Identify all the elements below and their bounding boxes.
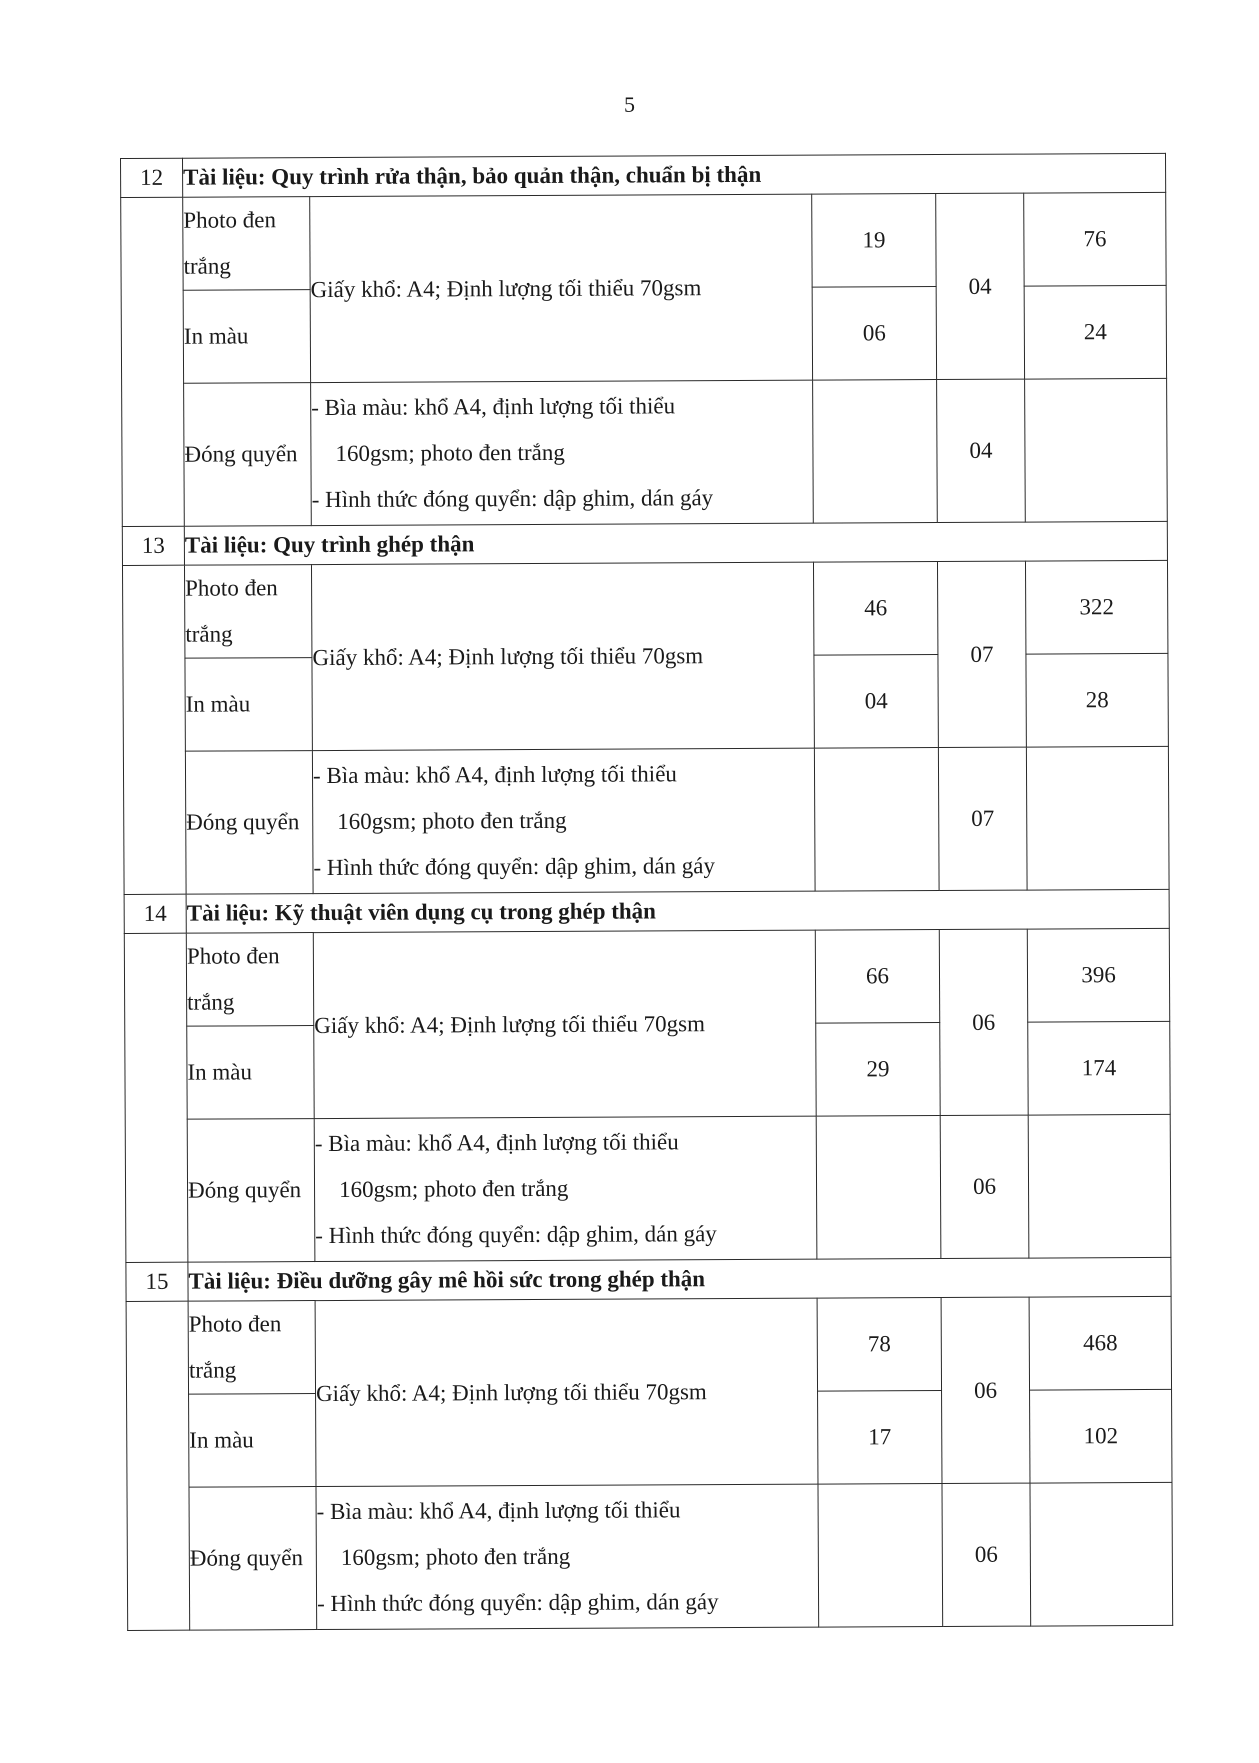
section-title-prefix: Tài liệu:	[188, 1268, 271, 1294]
binding-copies: 07	[938, 747, 1027, 890]
binding-spec	[312, 748, 815, 893]
color-pages: 29	[816, 1023, 940, 1117]
binding-total-empty	[1030, 1482, 1173, 1626]
bw-total: 396	[1027, 928, 1170, 1022]
binding-pages-empty	[814, 748, 939, 892]
section-title-row	[124, 889, 1169, 933]
binding-spec-line-1: - Bìa màu: khổ A4, định lượng tối thiểu	[316, 1497, 681, 1525]
section-title-text: Quy trình ghép thận	[273, 531, 475, 558]
section-title-text: Quy trình rửa thận, bảo quản thận, chuẩn bị thận	[271, 161, 762, 190]
copies-count: 06	[941, 1297, 1030, 1483]
color-print-label: In màu	[185, 658, 312, 752]
binding-row	[123, 746, 1169, 894]
color-total: 28	[1026, 653, 1169, 747]
binding-spec-line-1: - Bìa màu: khổ A4, định lượng tối thiểu	[314, 1129, 679, 1157]
binding-total-empty	[1025, 378, 1168, 522]
bw-total: 76	[1024, 192, 1167, 286]
binding-spec-line-3: - Hình thức đóng quyển: dập ghim, dán gáy	[317, 1589, 719, 1617]
binding-pages-empty	[816, 1116, 941, 1260]
photo-bw-label: Photo đen trắng	[188, 1301, 315, 1395]
color-total: 24	[1024, 285, 1167, 379]
binding-label: Đóng quyển	[185, 751, 313, 895]
color-pages: 17	[818, 1391, 942, 1485]
section-number: 12	[121, 158, 183, 197]
copies-count: 06	[939, 929, 1028, 1115]
binding-spec-line-3: - Hình thức đóng quyển: dập ghim, dán gáy	[311, 485, 714, 513]
binding-total-empty	[1028, 1114, 1171, 1258]
section-number: 13	[122, 526, 184, 565]
section-number-spacer	[121, 197, 185, 526]
photo-bw-row	[122, 560, 1168, 658]
binding-spec-line-3: - Hình thức đóng quyển: dập ghim, dán gáy	[315, 1221, 717, 1249]
section-title	[188, 1257, 1171, 1301]
section-title-row	[121, 153, 1166, 197]
binding-spec	[314, 1116, 817, 1261]
section-title-text: Kỹ thuật viên dụng cụ trong ghép thận	[274, 898, 657, 926]
binding-spec-line-2: 160gsm; photo đen trắng	[338, 1175, 569, 1202]
section-number: 15	[126, 1262, 188, 1301]
binding-label: Đóng quyển	[187, 1119, 315, 1263]
binding-total-empty	[1026, 746, 1169, 890]
binding-copies: 04	[937, 379, 1026, 522]
bw-pages: 78	[817, 1298, 941, 1392]
binding-spec	[316, 1484, 819, 1629]
color-total: 102	[1030, 1389, 1173, 1483]
paper-spec: Giấy khổ: A4; Định lượng tối thiểu 70gsm	[311, 562, 814, 750]
binding-copies: 06	[940, 1115, 1029, 1258]
section-number-spacer	[124, 933, 188, 1262]
section-number-spacer	[126, 1301, 190, 1630]
color-pages: 04	[814, 655, 938, 749]
section-number-spacer	[122, 565, 186, 894]
paper-spec: Giấy khổ: A4; Định lượng tối thiểu 70gsm	[315, 1298, 818, 1486]
color-total: 174	[1028, 1021, 1171, 1115]
photo-bw-row	[121, 192, 1167, 290]
procurement-table	[120, 153, 1173, 1631]
binding-label: Đóng quyển	[189, 1487, 317, 1631]
section-title	[183, 153, 1166, 197]
binding-spec-line-2: 160gsm; photo đen trắng	[337, 807, 567, 834]
binding-row	[122, 378, 1168, 526]
binding-spec-line-2: 160gsm; photo đen trắng	[340, 1543, 571, 1570]
binding-label: Đóng quyển	[184, 383, 312, 527]
binding-pages-empty	[813, 380, 938, 524]
section-title	[186, 889, 1169, 933]
paper-spec: Giấy khổ: A4; Định lượng tối thiểu 70gsm	[310, 194, 813, 382]
photo-bw-label: Photo đen trắng	[186, 933, 313, 1027]
bw-total: 322	[1025, 560, 1168, 654]
color-print-label: In màu	[187, 1026, 314, 1120]
photo-bw-row	[126, 1296, 1172, 1394]
photo-bw-label: Photo đen trắng	[183, 197, 310, 291]
binding-row	[127, 1482, 1173, 1630]
copies-count: 07	[937, 561, 1026, 747]
binding-spec-line-1: - Bìa màu: khổ A4, định lượng tối thiểu	[312, 761, 677, 789]
binding-spec-line-1: - Bìa màu: khổ A4, định lượng tối thiểu	[311, 393, 676, 421]
section-title-row	[122, 521, 1167, 565]
bw-pages: 66	[815, 930, 939, 1024]
color-print-label: In màu	[183, 290, 310, 384]
bw-total: 468	[1029, 1296, 1172, 1390]
section-title-prefix: Tài liệu:	[186, 900, 270, 926]
binding-spec-line-2: 160gsm; photo đen trắng	[335, 439, 565, 466]
bw-pages: 46	[813, 562, 937, 656]
section-title	[184, 521, 1167, 565]
copies-count: 04	[936, 193, 1025, 379]
binding-row	[125, 1114, 1171, 1262]
paper-spec: Giấy khổ: A4; Định lượng tối thiểu 70gsm	[313, 930, 816, 1118]
binding-pages-empty	[818, 1483, 943, 1627]
section-title-prefix: Tài liệu:	[183, 164, 266, 190]
section-title-prefix: Tài liệu:	[184, 532, 268, 558]
color-print-label: In màu	[189, 1394, 316, 1488]
binding-spec	[311, 380, 814, 525]
section-title-text: Điều dưỡng gây mê hồi sức trong ghép thận	[276, 1266, 706, 1294]
photo-bw-row	[124, 928, 1170, 1026]
page-number: 5	[624, 92, 635, 117]
binding-spec-line-3: - Hình thức đóng quyển: dập ghim, dán gáy	[313, 853, 716, 881]
color-pages: 06	[812, 287, 936, 381]
table-body	[121, 153, 1173, 1630]
bw-pages: 19	[812, 194, 936, 288]
binding-copies: 06	[942, 1483, 1031, 1626]
section-title-row	[126, 1257, 1171, 1301]
section-number: 14	[124, 894, 186, 933]
photo-bw-label: Photo đen trắng	[184, 565, 311, 659]
